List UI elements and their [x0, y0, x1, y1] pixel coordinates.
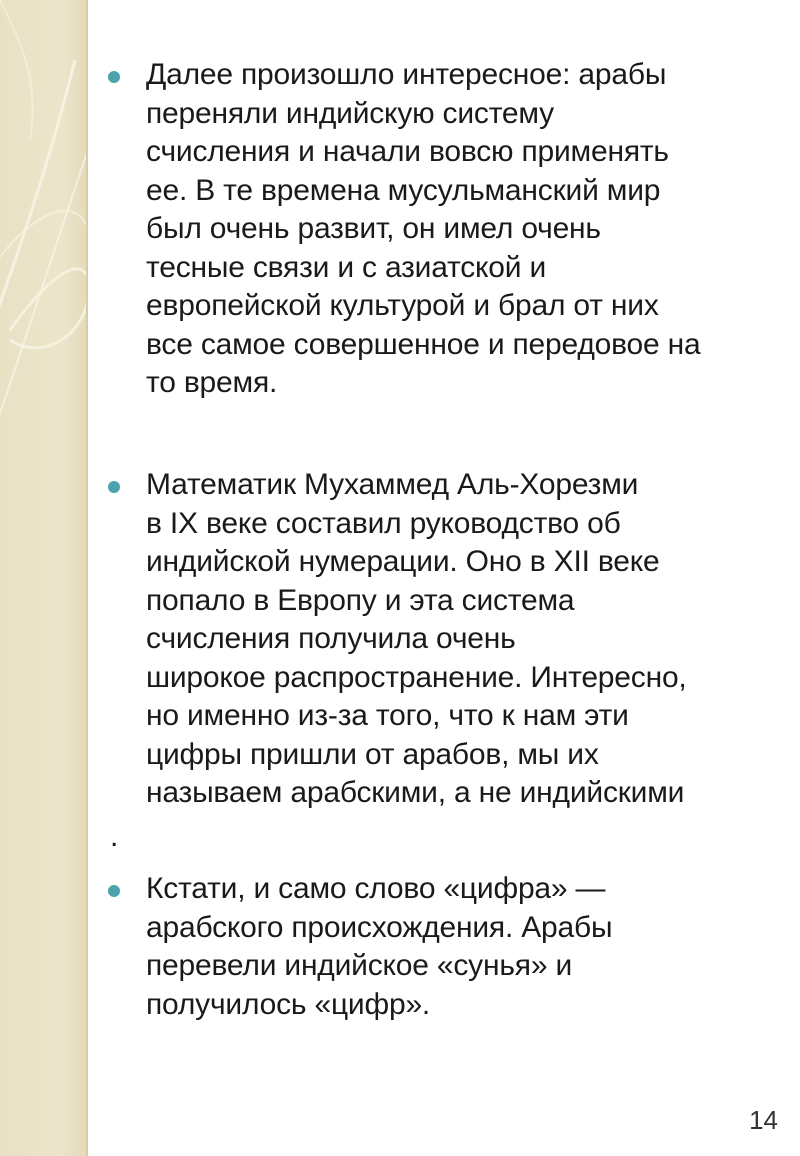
bullet-text-line: то время.: [146, 366, 278, 399]
bullet-text-line: цифры пришли от арабов, мы их: [146, 737, 599, 771]
bullet-text-line: ее. В те времена мусульманский мир: [146, 173, 661, 207]
bullet-text-line: перевели индийское «сунья» и: [146, 949, 573, 982]
bullet-text-line: арабского происхождения. Арабы: [146, 910, 613, 944]
page-number: 14: [749, 1105, 778, 1135]
bullet-text-line: счисления и начали вовсю применять: [146, 135, 669, 168]
bullet-text-line: тесные связи и с азиатской и: [146, 250, 547, 284]
bullet-text-line: но именно из-за того, что к нам эти: [146, 699, 629, 732]
bullet-dot-icon: [108, 885, 120, 897]
bullet-text-line: в IX веке составил руководство об: [146, 506, 621, 540]
bullet-item-1: [108, 56, 701, 403]
bullet-text-line: называем арабскими, а не индийскими: [146, 776, 685, 809]
bullet-item-3: [108, 870, 612, 1024]
bullet-text-line: переняли индийскую систему: [146, 96, 554, 130]
bullet-text-line: все самое совершенное и передовое на: [146, 327, 701, 361]
bullet-text-line: европейской культурой и брал от них: [146, 289, 659, 322]
bullet-text-line: индийской нумерации. Оно в XII веке: [146, 545, 660, 578]
bullet-text-line: широкое распространение. Интересно,: [146, 660, 687, 694]
side-strip-edge: [86, 0, 88, 1156]
bullet-dot-icon: [108, 481, 120, 493]
bullet-dot-icon: [108, 71, 120, 83]
stray-period: .: [110, 820, 119, 853]
bullet-text-line: Далее произошло интересное: арабы: [146, 58, 667, 91]
bullet-text-line: Математик Мухаммед Аль-Хорезми: [146, 468, 639, 501]
decorative-side-strip: [0, 0, 88, 1156]
swirl-decoration-icon: [0, 0, 88, 1156]
bullet-text-line: попало в Европу и эта система: [146, 583, 575, 617]
bullet-item-2: [108, 466, 687, 813]
bullet-text-line: был очень развит, он имел очень: [146, 212, 601, 245]
bullet-text-line: Кстати, и само слово «цифра» —: [146, 872, 606, 905]
bullet-text-line: счисления получила очень: [146, 622, 516, 655]
bullet-text-line: получилось «цифр».: [146, 987, 431, 1021]
